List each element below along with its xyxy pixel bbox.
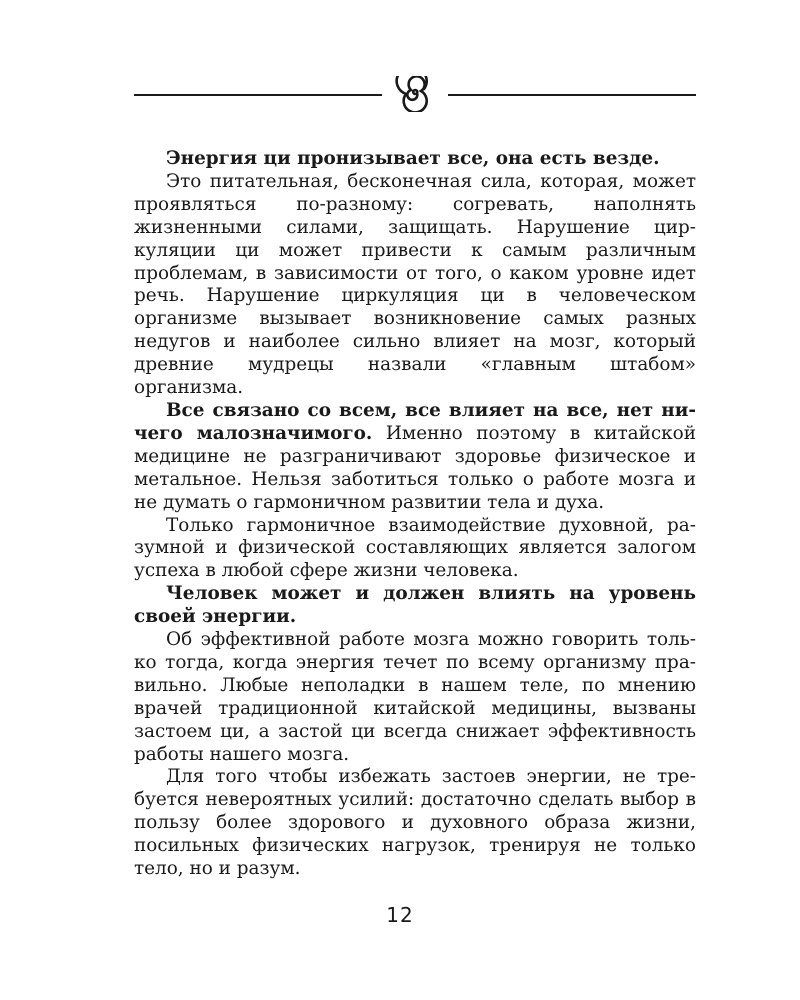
paragraph	[134, 629, 696, 766]
paragraph	[134, 766, 696, 881]
paragraph-lead: Все связано со всем, все влияет на все, нет ничего малозначимого.	[134, 399, 696, 444]
spiral-icon	[395, 76, 435, 112]
paragraph-text: Это питательная, бесконечная сила, которая, может проявляться по-разному: согревать, наполнять жизненными силами, защищать. Нарушение циркуляции ци может привести к самым различным проблемам, в зависимости от того, о каком уровне идет речь. Нарушение циркуляция ци в человеческом организме вызывает возникновение самых разных недугов и наиболее сильно влияет на мозг, который древние мудрецы назвали «главным штабом» организма.	[134, 170, 696, 399]
paragraph-lead: Человек может и должен влиять на уровень своей энергии.	[134, 583, 696, 628]
paragraph-lead: Энергия ци пронизывает все, она есть везде.	[166, 148, 660, 169]
left-rule	[134, 94, 382, 96]
paragraph	[134, 400, 696, 515]
right-rule	[448, 94, 696, 96]
paragraph-text: Только гармоничное взаимодействие духовной, разумной и физической составляющих является залогом успеха в любой сфере жизни человека.	[134, 514, 696, 582]
paragraph-text: Для того чтобы избежать застоев энергии, не требуется невероятных усилий: достаточно сделать выбор в пользу более здорового и духовного образа жизни, посильных физических нагрузок, тренируя не только тело, но и разум.	[134, 766, 696, 880]
paragraph	[134, 148, 696, 171]
page-body	[134, 148, 696, 881]
paragraph	[134, 171, 696, 400]
paragraph-text: Именно поэтому в китайской медицине не разграничивают здоровье физическое и метальное. Нельзя заботиться только о работе мозга и не думать о гармоничном развитии тела и духа.	[134, 422, 697, 513]
paragraph	[134, 583, 696, 629]
paragraph-text: Об эффективной работе мозга можно говорить только тогда, когда энергия течет по всему организму правильно. Любые неполадки в нашем теле, по мнению врачей традиционной китайской медицины, вызваны застоем ци, а застой ци всегда снижает эффективность работы нашего мозга.	[134, 629, 696, 765]
header-ornament	[134, 74, 696, 114]
page-number: 12	[386, 903, 414, 927]
paragraph	[134, 515, 696, 584]
